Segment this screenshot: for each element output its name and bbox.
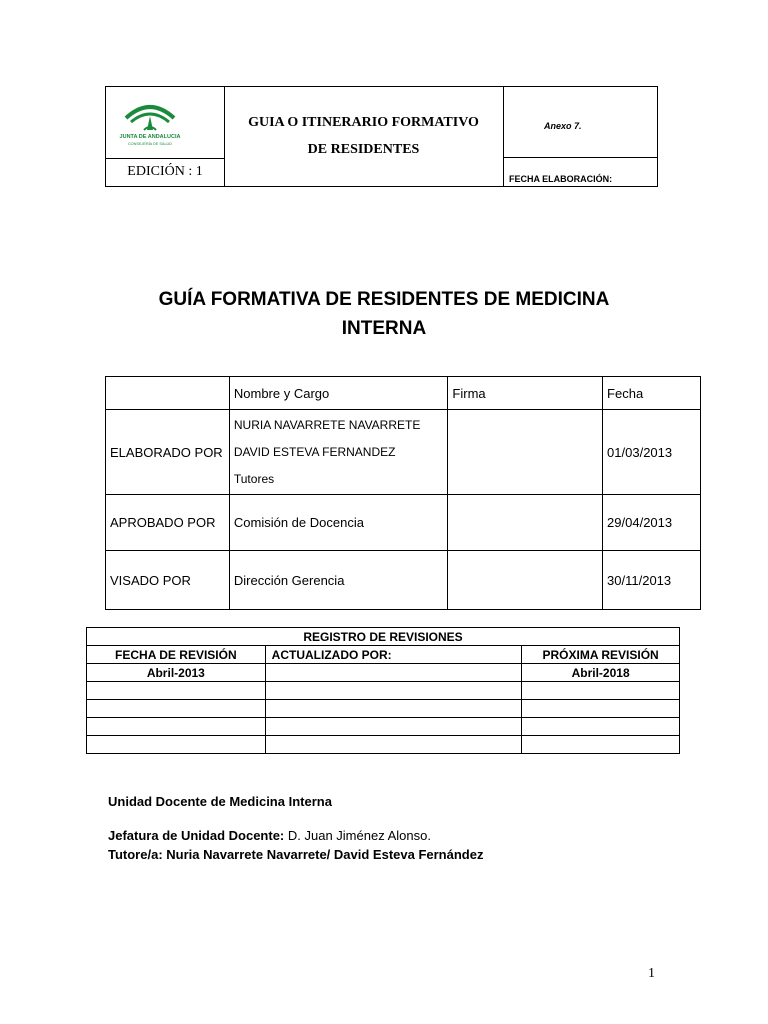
- revisions-header-row: [87, 646, 680, 664]
- creation-date-label: FECHA ELABORACIÓN:: [509, 174, 613, 184]
- revisions-header-cell: PRÓXIMA REVISIÓN: [522, 646, 680, 664]
- signature-header-cell: [106, 377, 230, 410]
- edition-label: EDICIÓN : 1: [127, 164, 203, 179]
- signature-header-cell: Nombre y Cargo: [229, 377, 448, 410]
- junta-andalucia-logo: [118, 100, 182, 150]
- revision-cell: Abril-2018: [522, 664, 680, 682]
- revision-row: [87, 664, 680, 682]
- revision-cell: [522, 718, 680, 736]
- role-cell: VISADO POR: [106, 551, 230, 610]
- unit-head: [108, 828, 431, 843]
- revisions-title: REGISTRO DE REVISIONES: [87, 628, 680, 646]
- name-line: NURIA NAVARRETE NAVARRETE: [233, 417, 421, 432]
- names-cell: [229, 410, 448, 495]
- unit-head-label: Jefatura de Unidad Docente:: [108, 828, 285, 843]
- unit-head-value: D. Juan Jiménez Alonso.: [284, 828, 431, 843]
- date-cell: 29/04/2013: [603, 495, 701, 551]
- signature-header-cell: Firma: [448, 377, 603, 410]
- signature-cell: [448, 410, 603, 495]
- name-line: Tutores: [233, 471, 275, 486]
- names-cell: Comisión de Docencia: [229, 495, 448, 551]
- date-cell: 30/11/2013: [603, 551, 701, 610]
- revisions-table: [86, 627, 680, 754]
- signature-cell: [448, 551, 603, 610]
- signature-row: [106, 410, 701, 495]
- revision-cell: [522, 700, 680, 718]
- revision-cell: [265, 700, 522, 718]
- document-title-line2: INTERNA: [341, 318, 427, 339]
- revisions-header-cell: FECHA DE REVISIÓN: [87, 646, 266, 664]
- revision-cell: [265, 736, 522, 754]
- tutors: Tutore/a: Nuria Navarrete Navarrete/ David Esteva Fernández: [108, 847, 484, 862]
- document-title-line1: GUÍA FORMATIVA DE RESIDENTES DE MEDICINA: [158, 289, 610, 310]
- svg-text:CONSEJERÍA DE SALUD: CONSEJERÍA DE SALUD: [127, 142, 173, 146]
- annex-label: Anexo 7.: [544, 121, 582, 131]
- revision-cell: [522, 736, 680, 754]
- revision-row: [87, 682, 680, 700]
- role-cell: APROBADO POR: [106, 495, 230, 551]
- revision-cell: [265, 682, 522, 700]
- signature-cell: [448, 495, 603, 551]
- revision-cell: [265, 664, 522, 682]
- signature-header-cell: Fecha: [603, 377, 701, 410]
- revision-cell: [87, 700, 266, 718]
- revisions-title-row: [87, 628, 680, 646]
- revision-cell: [265, 718, 522, 736]
- revision-row: [87, 718, 680, 736]
- revision-cell: [87, 736, 266, 754]
- teaching-unit: Unidad Docente de Medicina Interna: [108, 794, 332, 809]
- names-cell: Dirección Gerencia: [229, 551, 448, 610]
- revision-cell: [87, 682, 266, 700]
- page-number: 1: [648, 966, 655, 981]
- header-box: [105, 86, 658, 187]
- revision-row: [87, 700, 680, 718]
- role-cell: ELABORADO POR: [106, 410, 230, 495]
- signature-table: [105, 376, 701, 610]
- signature-header-row: [106, 377, 701, 410]
- header-title-line2: DE RESIDENTES: [307, 142, 420, 157]
- signature-row: [106, 495, 701, 551]
- revision-cell: [87, 718, 266, 736]
- signature-row: [106, 551, 701, 610]
- svg-text:JUNTA DE ANDALUCIA: JUNTA DE ANDALUCIA: [119, 134, 181, 140]
- header-title-line1: GUIA O ITINERARIO FORMATIVO: [248, 115, 479, 130]
- date-cell: 01/03/2013: [603, 410, 701, 495]
- revision-cell: Abril-2013: [87, 664, 266, 682]
- revision-row: [87, 736, 680, 754]
- revision-cell: [522, 682, 680, 700]
- revisions-header-cell: ACTUALIZADO POR:: [265, 646, 522, 664]
- name-line: DAVID ESTEVA FERNANDEZ: [233, 444, 396, 459]
